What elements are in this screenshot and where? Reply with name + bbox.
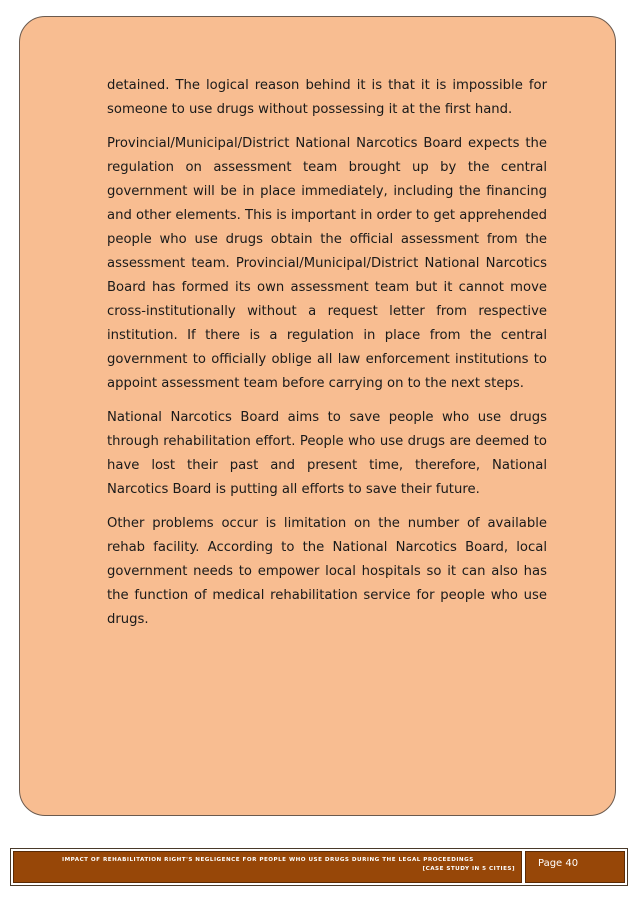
page-footer bbox=[10, 848, 628, 886]
paragraph-3: National Narcotics Board aims to save people who use drugs through rehabilitation effort. People who use drugs are deemed to have lost their past and present time, therefore, National Narcotics Board is putting all efforts to save their future. bbox=[107, 410, 547, 497]
paragraph-4: Other problems occur is limitation on the number of available rehab facility. According to the National Narcotics Board, local government needs to empower local hospitals so it can also has the function of medical rehabilitation service for people who use drugs. bbox=[107, 516, 547, 627]
paragraph-1: detained. The logical reason behind it is that it is impossible for someone to use drugs without possessing it at the first hand. bbox=[107, 78, 547, 117]
page-number: Page 40 bbox=[525, 851, 625, 883]
footer-title-line-1: IMPACT OF REHABILITATION RIGHT'S NEGLIGENCE FOR PEOPLE WHO USE DRUGS DURING THE LEGAL PROCEEDINGS bbox=[62, 857, 474, 863]
body-text bbox=[107, 74, 547, 642]
footer-document-title bbox=[13, 851, 522, 883]
paragraph-2: Provincial/Municipal/District National Narcotics Board expects the regulation on assessment team brought up by the central government will be in place immediately, including the financing and other elements. This is important in order to get apprehended people who use drugs obtain the official assessment from the assessment team. Provincial/Municipal/District National Narcotics Board has formed its own assessment team but it cannot move cross-institutionally without a request letter from respective institution. If there is a regulation in place from the central government to officially oblige all law enforcement institutions to appoint assessment team before carrying on to the next steps. bbox=[107, 136, 547, 391]
footer-title-line-2: [CASE STUDY IN 5 CITIES] bbox=[422, 866, 515, 872]
